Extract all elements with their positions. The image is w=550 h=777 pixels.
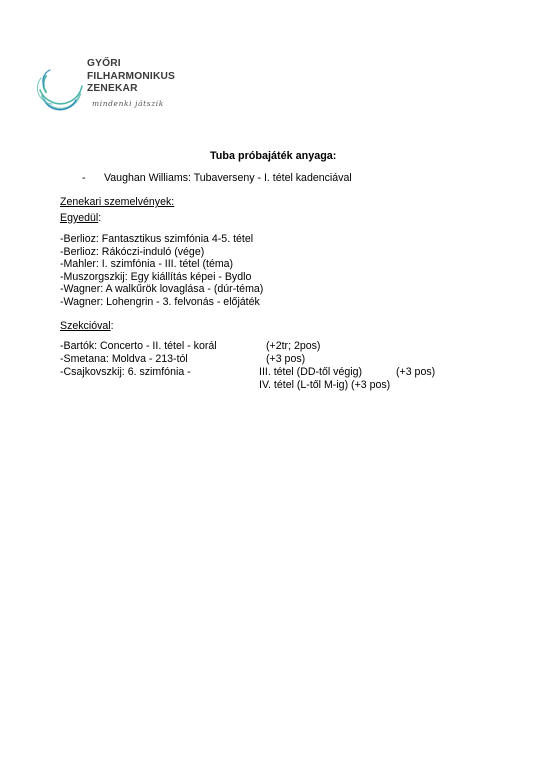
section-work: -Bartók: Concerto - II. tétel - korál	[60, 340, 217, 352]
solo-list	[60, 233, 263, 309]
orchestra-logo	[32, 50, 182, 120]
list-item: -Berlioz: Rákóczi-induló (vége)	[60, 245, 205, 258]
orchestral-heading: Zenekari szemelvények:	[60, 196, 175, 208]
logo-line-1: GYŐRI	[87, 58, 121, 69]
logo-wordmark	[87, 58, 175, 96]
section-detail: (+2tr; 2pos)	[266, 340, 321, 352]
list-item: -Berlioz: Fantasztikus szimfónia 4-5. tétel	[60, 233, 254, 245]
section-detail: IV. tétel (L-től M-ig) (+3 pos)	[259, 379, 391, 391]
solo-heading	[60, 212, 101, 225]
list-item: -Wagner: A walkűrök lovaglása - (dúr-téma)	[60, 283, 264, 296]
logo-tagline: mindenki játszik	[92, 99, 164, 108]
section-work: -Csajkovszkij: 6. szimfónia -	[60, 366, 191, 378]
page-title: Tuba próbajáték anyaga:	[210, 150, 337, 162]
section-heading-colon: :	[110, 320, 114, 332]
list-item: -Wagner: Lohengrin - 3. felvonás - előjáték	[60, 295, 260, 308]
concerto-text: Vaughan Williams: Tubaverseny - I. tétel kadenciával	[104, 172, 352, 184]
concerto-item	[82, 172, 352, 185]
section-detail: (+3 pos)	[266, 353, 306, 365]
logo-line-2: FILHARMONIKUS	[87, 70, 176, 82]
section-detail: III. tétel (DD-től végig)	[259, 366, 363, 378]
section-heading	[60, 320, 114, 333]
section-extra: (+3 pos)	[396, 366, 436, 378]
section-heading-label: Szekcióval	[60, 320, 111, 332]
list-item: -Muszorgszkij: Egy kiállítás képei - Bydlo	[60, 270, 252, 283]
section-work: -Smetana: Moldva - 213-tól	[60, 353, 188, 365]
list-item: -Mahler: I. szimfónia - III. tétel (téma)	[60, 258, 234, 271]
bullet-dash: -	[82, 172, 86, 184]
logo-swirl-icon	[32, 56, 88, 112]
solo-heading-colon: :	[98, 212, 102, 224]
solo-heading-label: Egyedül	[60, 212, 99, 224]
logo-line-3: ZENEKAR	[87, 83, 138, 94]
